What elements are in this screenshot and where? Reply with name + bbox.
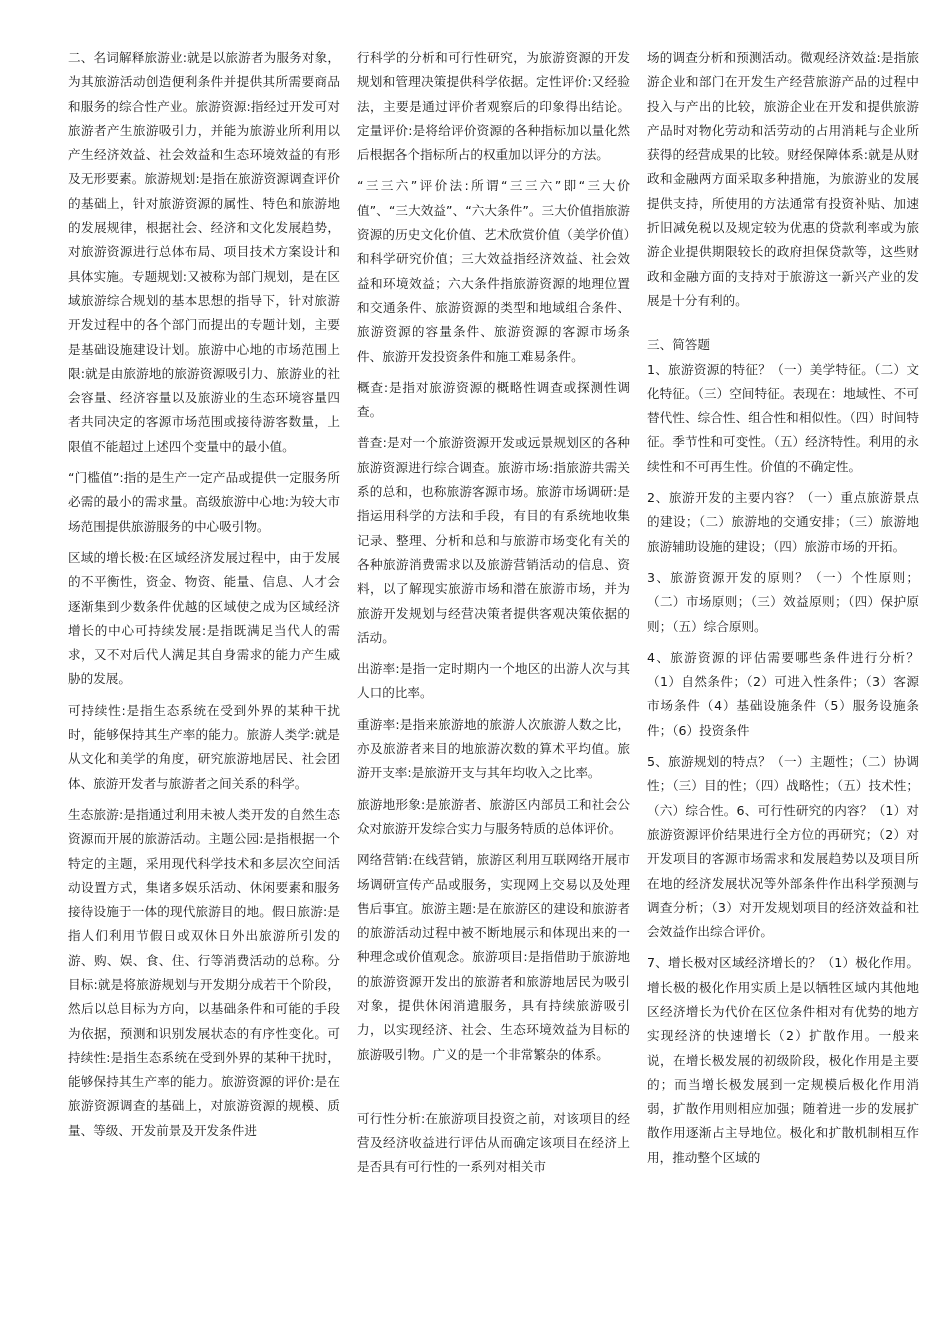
paragraph: 可持续性:是指生态系统在受到外界的某种干扰时，能够保持其生产率的能力。旅游人类学:就是从文化和美学的角度，研究旅游地居民、社会团体、旅游开发者与旅游者之间关系的科学。 xyxy=(68,702,340,791)
paragraph: 5、旅游规划的特点？（一）主题性；（二）协调性；（三）目的性；（四）战略性；（五）技术性；（六）综合性。6、可行性研究的内容？（1）对旅游资源评价结果进行全方位的再研究；（2）对开发项目的客源市场需求和发展趋势以及项目所在地的经济发展状况等外部条件作出科学预测与调查分析；（3）对开发规划项目的经济效益和社会效益作出综合评价。 xyxy=(647,754,919,940)
paragraph: 2、旅游开发的主要内容？（一）重点旅游景点的建设；（二）旅游地的交通安排；（三）旅游地旅游辅助设施的建设；（四）旅游市场的开拓。 xyxy=(647,490,919,554)
paragraph: 7、增长极对区域经济增长的？（1）极化作用。增长极的极化作用实质上是以牺牲区域内其他地区经济增长为代价在区位条件相对有优势的地方实现经济的快速增长（2）扩散作用。一般来说，在增长极发展的初级阶段，极化作用是主要的；而当增长极发展到一定规模后极化作用消弱，扩散作用则相应加强；随着进一步的发展扩散作用逐渐占主导地位。极化和扩散机制相互作用，推动整个区域的 xyxy=(647,955,919,1165)
paragraph: 重游率:是指来旅游地的旅游人次旅游人数之比，亦及旅游者来目的地旅游次数的算术平均值。旅游开支率:是旅游开支与其年均收入之比率。 xyxy=(357,716,630,781)
paragraph: 普查:是对一个旅游资源开发或远景规划区的各种旅游资源进行综合调查。旅游市场:指旅游共需关系的总和，也称旅游客源市场。旅游市场调研:是指运用科学的方法和手段，有目的有系统地收集记录、整理、分析和总和与旅游市场变化有关的各种旅游消费需求以及旅游营销活动的信息、资料，以了解现实旅游市场和潜在旅游市场，并为旅游开发规划与经营决策者提供客观决策依据的活动。 xyxy=(357,435,630,645)
section-heading: 三、简答题 xyxy=(647,337,710,353)
paragraph: 4、旅游资源的评估需要哪些条件进行分析？（1）自然条件；（2）可进入性条件；（3）客源市场条件（4）基础设施条件（5）服务设施条件；（6）投资条件 xyxy=(647,649,919,738)
text-column-3 xyxy=(647,46,919,1170)
paragraph: 旅游地形象:是旅游者、旅游区内部员工和社会公众对旅游开发综合实力与服务特质的总体评价。 xyxy=(357,796,630,836)
paragraph: 生态旅游:是指通过利用未被人类开发的自然生态资源而开展的旅游活动。主题公园:是指根据一个特定的主题，采用现代科学技术和多层次空间活动设置方式，集诸多娱乐活动、休闲要素和服务接待设施于一体的现代旅游目的地。假日旅游:是指人们利用节假日或双休日外出旅游所引发的游、购、娱、食、住、行等消费活动的总称。分目标:就是将旅游规划与开发期分成若干个阶段，然后以总目标为方向，以基础条件和可能的手段为依据，预测和识别发展状态的有序性变化。可持续性:是指生态系统在受到外界的某种干扰时，能够保持其生产率的能力。旅游资源的评价:是在旅游资源调查的基础上，对旅游资源的规模、质量、等级、开发前景及开发条件进 xyxy=(68,806,340,1138)
paragraph: 3、旅游资源开发的原则？（一）个性原则；（二）市场原则；（三）效益原则；（四）保护原则；（五）综合原则。 xyxy=(647,569,919,634)
paragraph: 1、旅游资源的特征？（一）美学特征。（二）文化特征。（三）空间特征。表现在：地域性、不可替代性、综合性、组合性和相似性。（四）时间特征。季节性和可变性。（五）经济特性。利用的永续性和不可再生性。价值的不确定性。 xyxy=(647,361,919,474)
paragraph: 行科学的分析和可行性研究，为旅游资源的开发规划和管理决策提供科学依据。定性评价:又经验法，主要是通过评价者观察后的印象得出结论。定量评价:是将给评价资源的各种指标加以量化然后根据各个指标所占的权重加以评分的方法。 xyxy=(357,50,630,163)
paragraph: 区域的增长极:在区域经济发展过程中，由于发展的不平衡性，资金、物资、能量、信息、人才会逐渐集到少数条件优越的区域使之成为区域经济增长的中心可持续发展:是指既满足当代人的需求，又不对后代人满足其自身需求的能力产生威胁的发展。 xyxy=(68,549,340,687)
paragraph: “三三六”评价法:所谓“三三六”即“三大价值”、“三大效益”、“六大条件”。三大价值指旅游资源的历史文化价值、艺术欣赏价值（美学价值）和科学研究价值；三大效益指经济效益、社会效益和环境效益；六大条件指旅游资源的地理位置和交通条件、旅游资源的类型和地域组合条件、旅游资源的容量条件、旅游资源的客源市场条件、旅游开发投资条件和施工难易条件。 xyxy=(357,178,630,364)
paragraph: 网络营销:在线营销，旅游区利用互联网络开展市场调研宣传产品或服务，实现网上交易以及处理售后事宜。旅游主题:是在旅游区的建设和旅游者的旅游活动过程中被不断地展示和体现出来的一种理念或价值观念。旅游项目:是指借助于旅游地的旅游资源开发出的旅游者和旅游地居民为吸引对象，提供休闲消遣服务，具有持续旅游吸引力，以实现经济、社会、生态环境效益为目标的旅游吸引物。广义的是一个非常繁杂的体系。 xyxy=(357,852,630,1062)
text-column-1 xyxy=(68,46,340,1143)
paragraph: 二、名词解释旅游业:就是以旅游者为服务对象，为其旅游活动创造便利条件并提供其所需要商品和服务的综合性产业。旅游资源:指经过开发可对旅游者产生旅游吸引力，并能为旅游业所利用以产生经济效益、社会效益和生态环境效益的有形及无形要素。旅游规划:是指在旅游资源调查评价的基础上，针对旅游资源的属性、特色和旅游地的发展规律，根据社会、经济和文化发展趋势，对旅游资源进行总体布局、项目技术方案设计和具体实施。专题规划:又被称为部门规划，是在区域旅游综合规划的基本思想的指导下，针对旅游开发过程中的各个部门而提出的专题计划，主要是基础设施建设计划。旅游中心地的市场范围上限:就是由旅游地的旅游资源吸引力、旅游业的社会容量、经济容量以及旅游业的生态环境容量四者共同决定的客源市场范围或接待游客数量，上限值不能超过上述四个变量中的最小值。 xyxy=(68,50,340,454)
text-column-2 xyxy=(357,46,630,1180)
paragraph: 出游率:是指一定时期内一个地区的出游人次与其人口的比率。 xyxy=(357,661,630,701)
paragraph: 场的调查分析和预测活动。微观经济效益:是指旅游企业和部门在开发生产经营旅游产品的过程中投入与产出的比较，旅游企业在开发和提供旅游产品时对物化劳动和活劳动的占用消耗与企业所获得的经营成果的比较。财经保障体系:就是从财政和金融两方面采取多种措施，为旅游业的发展提供支持，所使用的方法通常有投资补贴、加速折旧减免税以及规定较为优惠的贷款利率或为旅游企业提供期限较长的政府担保贷款等，这些财政和金融方面的支持对于旅游这一新兴产业的发展是十分有利的。 xyxy=(647,50,919,308)
paragraph: 概查:是指对旅游资源的概略性调查或探测性调查。 xyxy=(357,379,630,420)
paragraph: 可行性分析:在旅游项目投资之前，对该项目的经营及经济收益进行评估从而确定该项目在经济上是否具有可行性的一系列对相关市 xyxy=(357,1110,630,1175)
paragraph: “门槛值”:指的是生产一定产品或提供一定服务所必需的最小的需求量。高级旅游中心地:为较大市场范围提供旅游服务的中心吸引物。 xyxy=(68,470,340,534)
